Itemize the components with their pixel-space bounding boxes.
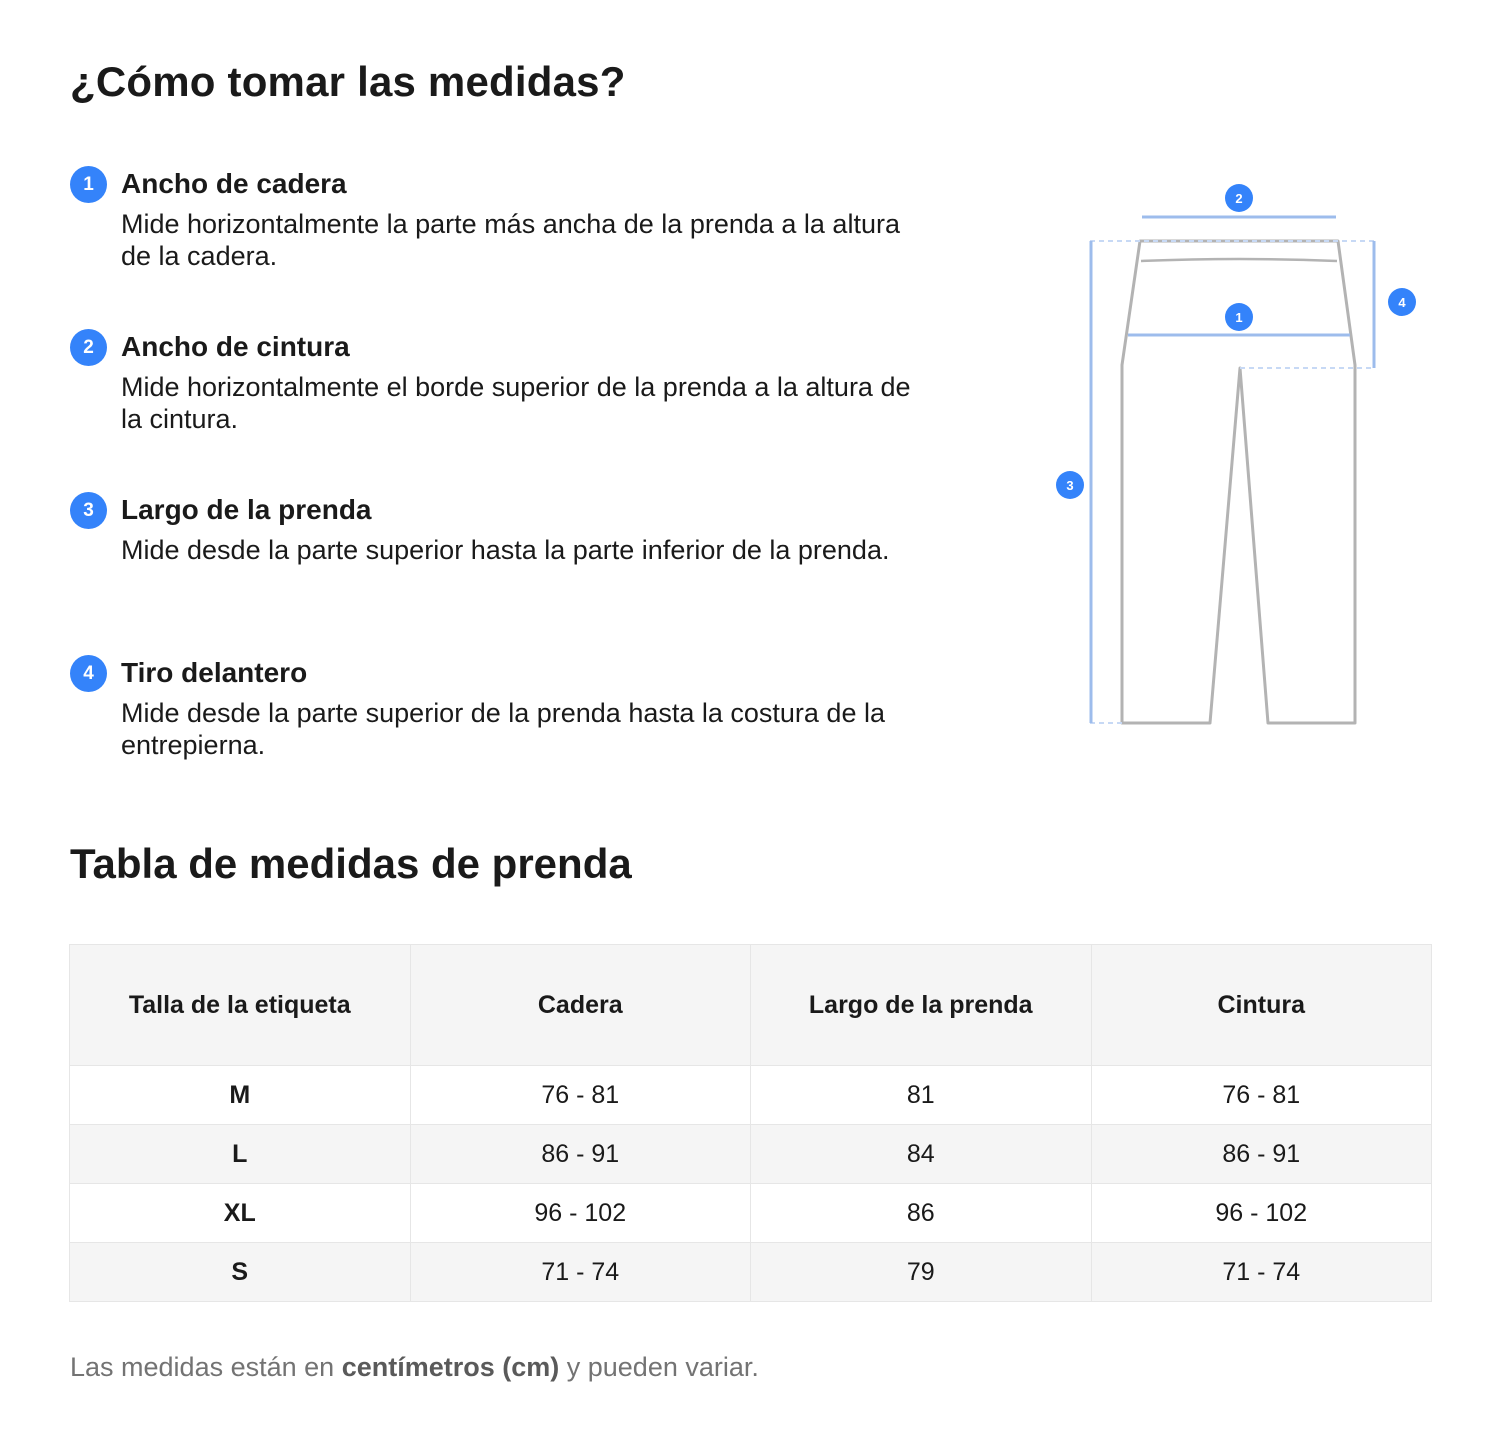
cell-size: S (70, 1243, 411, 1302)
marker-hip (1225, 303, 1253, 331)
step-title: Ancho de cadera (121, 168, 347, 199)
step-number-badge: 3 (70, 492, 107, 529)
marker-waist (1225, 184, 1253, 212)
cell-length: 86 (751, 1184, 1092, 1243)
marker-length (1056, 471, 1084, 499)
cell-length: 81 (751, 1066, 1092, 1125)
column-header-waist: Cintura (1091, 945, 1432, 1066)
cell-length: 84 (751, 1125, 1092, 1184)
cell-waist: 76 - 81 (1091, 1066, 1432, 1125)
table-row (70, 1243, 1432, 1302)
step-description: Mide desde la parte superior de la prenda hasta la costura de la entrepierna. (121, 698, 885, 760)
table-header-row (70, 945, 1432, 1066)
svg-text:4: 4 (1398, 295, 1406, 310)
column-header-length: Largo de la prenda (751, 945, 1092, 1066)
units-note (70, 1352, 759, 1383)
table-row (70, 1066, 1432, 1125)
size-table (69, 944, 1432, 1302)
svg-text:2: 2 (1235, 191, 1243, 206)
cell-hip: 96 - 102 (410, 1184, 751, 1243)
step-title: Tiro delantero (121, 657, 308, 688)
page-title: ¿Cómo tomar las medidas? (70, 58, 626, 105)
size-table-title: Tabla de medidas de prenda (70, 840, 632, 887)
pants-measurement-diagram (1050, 175, 1430, 735)
cell-size: M (70, 1066, 411, 1125)
cell-waist: 96 - 102 (1091, 1184, 1432, 1243)
marker-rise (1388, 288, 1416, 316)
cell-hip: 71 - 74 (410, 1243, 751, 1302)
cell-waist: 71 - 74 (1091, 1243, 1432, 1302)
step-number-badge: 2 (70, 329, 107, 366)
column-header-hip: Cadera (410, 945, 751, 1066)
step-number-badge: 1 (70, 166, 107, 203)
svg-text:3: 3 (1066, 478, 1074, 493)
step-number-badge: 4 (70, 655, 107, 692)
step-description: Mide horizontalmente el borde superior de la prenda a la altura de la cintura. (121, 372, 911, 434)
step-description: Mide desde la parte superior hasta la parte inferior de la prenda. (121, 535, 890, 565)
cell-waist: 86 - 91 (1091, 1125, 1432, 1184)
cell-length: 79 (751, 1243, 1092, 1302)
cell-size: L (70, 1125, 411, 1184)
units-note-prefix: Las medidas están en (70, 1352, 342, 1382)
units-note-suffix: y pueden variar. (559, 1352, 759, 1382)
cell-hip: 76 - 81 (410, 1066, 751, 1125)
table-row (70, 1184, 1432, 1243)
column-header-size: Talla de la etiqueta (70, 945, 411, 1066)
waistband-line (1141, 259, 1337, 261)
cell-hip: 86 - 91 (410, 1125, 751, 1184)
step-description: Mide horizontalmente la parte más ancha de la prenda a la altura de la cadera. (121, 209, 900, 271)
step-title: Largo de la prenda (121, 494, 372, 525)
table-row (70, 1125, 1432, 1184)
units-note-emphasis: centímetros (cm) (341, 1352, 560, 1382)
svg-text:1: 1 (1235, 310, 1243, 325)
cell-size: XL (70, 1184, 411, 1243)
step-title: Ancho de cintura (121, 331, 350, 362)
